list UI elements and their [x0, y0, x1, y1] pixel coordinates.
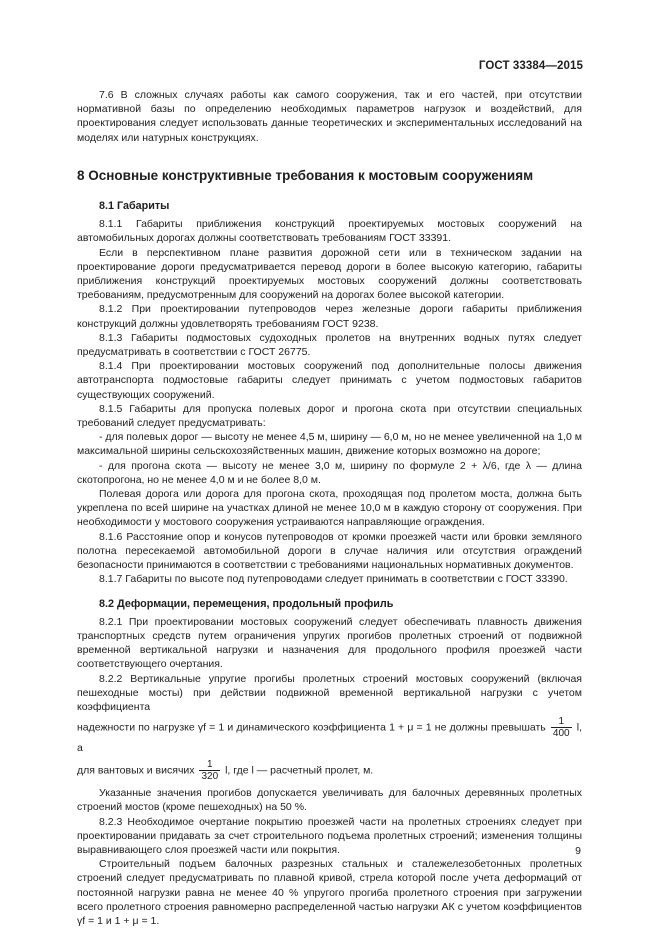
subsection-8-1-heading: 8.1 Габариты	[99, 200, 170, 213]
paragraph-7-6: 7.6 В сложных случаях работы как самого сооружения, так и его частей, при отсутствии нормативной базы по определению необходимых параметров нагрузок и воздействий, для проектирования следует использовать данные теоретических и экспериментальных исследований на моделях или натурных конструкциях.	[77, 89, 582, 144]
fraction-denominator: 400	[552, 728, 570, 740]
paragraph-8-1-4: 8.1.4 При проектировании мостовых сооружений под дополнительные полосы движения автотранспорта подмостовые габариты следует принимать с учетом подмостовых габаритов существующих сооружений.	[77, 360, 582, 401]
formula-line-1	[77, 716, 582, 757]
list-item-field-roads: - для полевых дорог — высоту не менее 4,5 м, ширину — 6,0 м, но не менее увеличенной на 1,0 м максимальной ширины сельскохозяйственных машин, движение которых возможно на дороге;	[77, 431, 582, 458]
fraction-1-400	[551, 716, 572, 739]
fraction-denominator: 320	[201, 771, 219, 783]
paragraph-8-2-3-cont: Строительный подъем балочных разрезных стальных и сталежелезобетонных пролетных строений следует предусматривать по плавной кривой, стрела которой после учета деформаций от постоянной нагрузки равна не менее 40 % упругого прогиба пролетного строения при загружении всего пролетного строения равномерно распределенной частью нагрузки АК с учетом коэффициентов γf = 1 и 1 + μ = 1.	[77, 858, 582, 927]
paragraph-8-2-2-note: Указанные значения прогибов допускается увеличивать для балочных деревянных пролетных строений мостов (кроме пешеходных) на 50 %.	[77, 787, 582, 814]
paragraph-8-1-6: 8.1.6 Расстояние опор и конусов путепроводов от кромки проезжей части или бровки земляного полотна пересекаемой автомобильной дороги в случае наличия или отсутствия ограждений безопасности принимаются в соответствии с требованиями национальных нормативных документов.	[77, 530, 582, 572]
formula-text-1b: l, а	[77, 721, 583, 755]
page-body	[77, 88, 582, 928]
paragraph-8-1-5: 8.1.5 Габариты для пропуска полевых дорог и прогона скота при отсутствии специальных требований следует предусматривать:	[77, 402, 582, 430]
formula-text-1a: надежности по нагрузке γf = 1 и динамического коэффициента 1 + μ = 1 не должны превышать	[77, 721, 546, 734]
paragraph-8-1-5-cont: Полевая дорога или дорога для прогона скота, проходящая под пролетом моста, должна быть укреплена по всей ширине на участках длиной не менее 10,0 м в каждую сторону от сооружения. При необходимости у мостового сооружения устраиваются направляющие ограждения.	[77, 488, 582, 529]
paragraph-8-2-3: 8.2.3 Необходимое очертание покрытию проезжей части на пролетных строениях следует при проектировании придавать за счет строительного подъема пролетных строений; изменения толщины выравнивающего слоя проезжей части или покрытия.	[77, 815, 582, 856]
fraction-1-320	[199, 759, 220, 782]
subsection-8-2-heading: 8.2 Деформации, перемещения, продольный профиль	[99, 597, 394, 610]
page-number: 9	[575, 845, 581, 857]
document-code: ГОСТ 33384—2015	[478, 60, 583, 72]
paragraph-8-1-1: 8.1.1 Габариты приближения конструкций проектируемых мостовых сооружений на автомобильных дорогах должны соответствовать требованиям ГОСТ 33391.	[77, 218, 582, 245]
fraction-numerator: 1	[199, 759, 220, 771]
fraction-numerator: 1	[551, 716, 572, 728]
list-item-cattle-pass: - для прогона скота — высоту не менее 3,0 м, ширину по формуле 2 + λ/6, где λ — длина скотопрогона, но не менее 4,0 м и не более 8,0 м.	[77, 459, 582, 486]
paragraph-8-1-7: 8.1.7 Габариты по высоте под путепроводами следует принимать в соответствии с ГОСТ 33390.	[99, 573, 568, 586]
paragraph-8-1-3: 8.1.3 Габариты подмостовых судоходных пролетов на внутренних водных путях следует предусматривать в соответствии с ГОСТ 26775.	[77, 331, 582, 359]
paragraph-8-2-2: 8.2.2 Вертикальные упругие прогибы пролетных строений мостовых сооружений (включая пешеходные мосты) при действии подвижной временной вертикальной нагрузки с учетом коэффициента	[77, 672, 582, 713]
formula-text-2a: для вантовых и висячих	[77, 764, 195, 777]
formula-line-2	[77, 759, 582, 782]
section-8-heading: 8 Основные конструктивные требования к мостовым сооружениям	[77, 167, 534, 183]
paragraph-8-2-1: 8.2.1 При проектировании мостовых сооружений следует обеспечивать плавность движения транспортных средств путем ограничения упругих прогибов пролетных строений от подвижной временной вертикальной нагрузки и назначения для продольного профиля проезжей части соответствующего очертания.	[77, 615, 582, 671]
paragraph-8-1-1-cont: Если в перспективном плане развития дорожной сети или в техническом задании на проектирование дороги предусматривается перевод дороги в более высокую категорию, габариты приближения конструкций проектируемых мостовых сооружений должны соответствовать требованиям, предусмотренным для сооружений на дорогах более высокой категории.	[77, 246, 582, 302]
formula-text-2b: l, где l — расчетный пролет, м.	[225, 764, 374, 777]
paragraph-8-1-2: 8.1.2 При проектировании путепроводов через железные дороги габариты приближения конструкций должны удовлетворять требованиям ГОСТ 9238.	[77, 303, 582, 330]
